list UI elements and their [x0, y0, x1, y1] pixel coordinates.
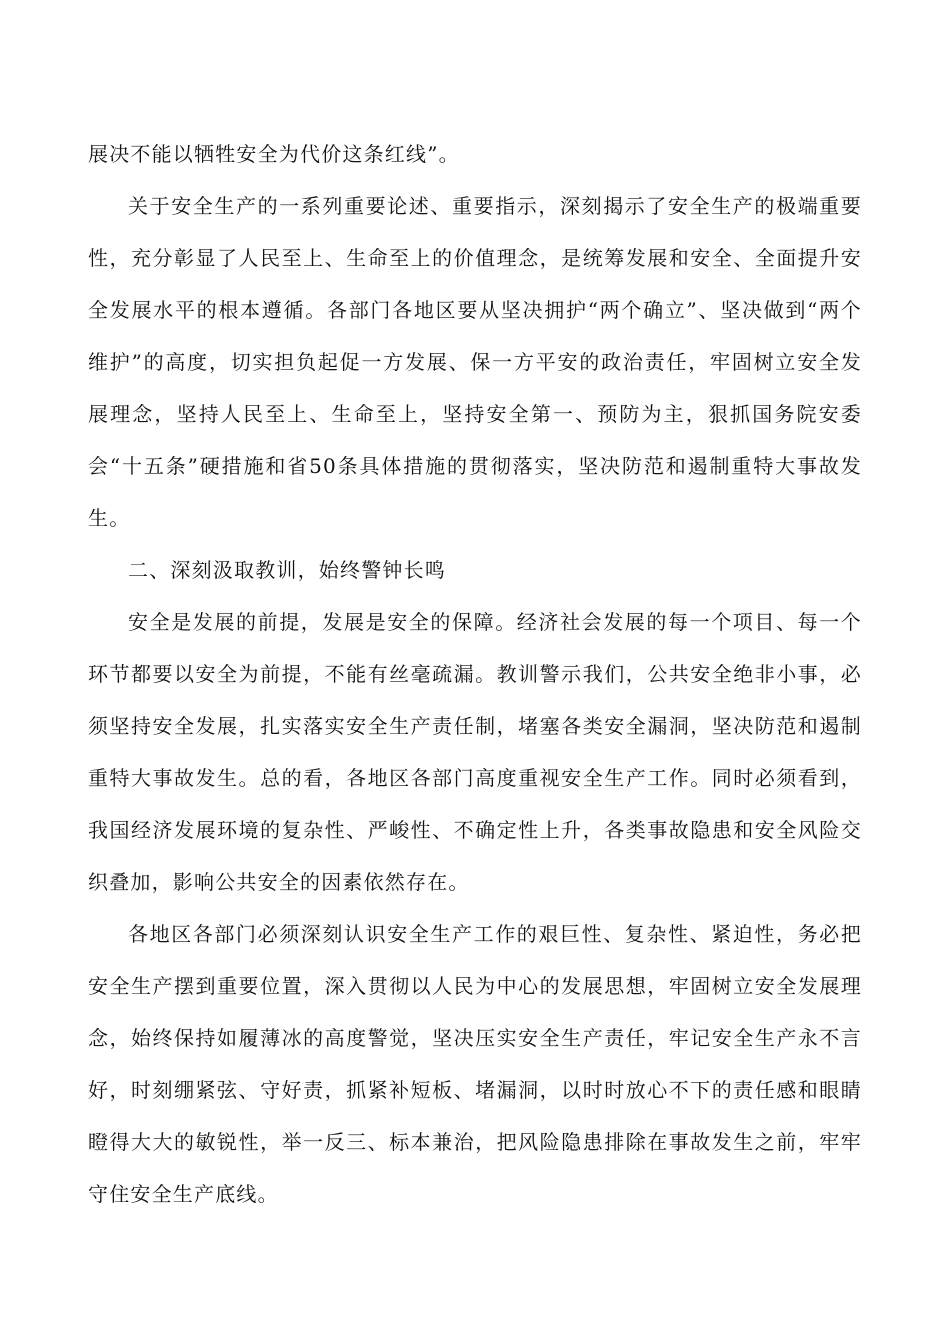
paragraph-safety-premise: 安全是发展的前提，发展是安全的保障。经济社会发展的每一个项目、每一个环节都要以安全为前提，不能有丝毫疏漏。教训警示我们，公共安全绝非小事，必须坚持安全发展，扎实落实安全生产责任制，堵塞各类安全漏洞，坚决防范和遏制重特大事故发生。总的看，各地区各部门高度重视安全生产工作。同时必须看到，我国经济发展环境的复杂性、严峻性、不确定性上升，各类事故隐患和安全风险交织叠加，影响公共安全的因素依然存在。: [88, 610, 862, 894]
paragraph-safety-remarks: 关于安全生产的一系列重要论述、重要指示，深刻揭示了安全生产的极端重要性，充分彰显了人民至上、生命至上的价值理念，是统筹发展和安全、全面提升安全发展水平的根本遵循。各部门各地区要从坚决拥护“两个确立”、坚决做到“两个维护”的高度，切实担负起促一方发展、保一方平安的政治责任，牢固树立安全发展理念，坚持人民至上、生命至上，坚持安全第一、预防为主，狠抓国务院安委会“十五条”硬措施和省50条具体措施的贯彻落实，坚决防范和遏制重特大事故发生。: [88, 194, 862, 530]
paragraph-continued: 展决不能以牺牲安全为代价这条红线”。: [88, 142, 460, 166]
document-body: [88, 128, 862, 1220]
section-heading-lessons: 二、深刻汲取教训，始终警钟长鸣: [128, 558, 446, 582]
paragraph-responsibilities: 各地区各部门必须深刻认识安全生产工作的艰巨性、复杂性、紧迫性，务必把安全生产摆到重要位置，深入贯彻以人民为中心的发展思想，牢固树立安全发展理念，始终保持如履薄冰的高度警觉，坚决压实安全生产责任，牢记安全生产永不言好，时刻绷紧弦、守好责，抓紧补短板、堵漏洞，以时时放心不下的责任感和眼睛瞪得大大的敏锐性，举一反三、标本兼治，把风险隐患排除在事故发生之前，牢牢守住安全生产底线。: [88, 922, 862, 1206]
